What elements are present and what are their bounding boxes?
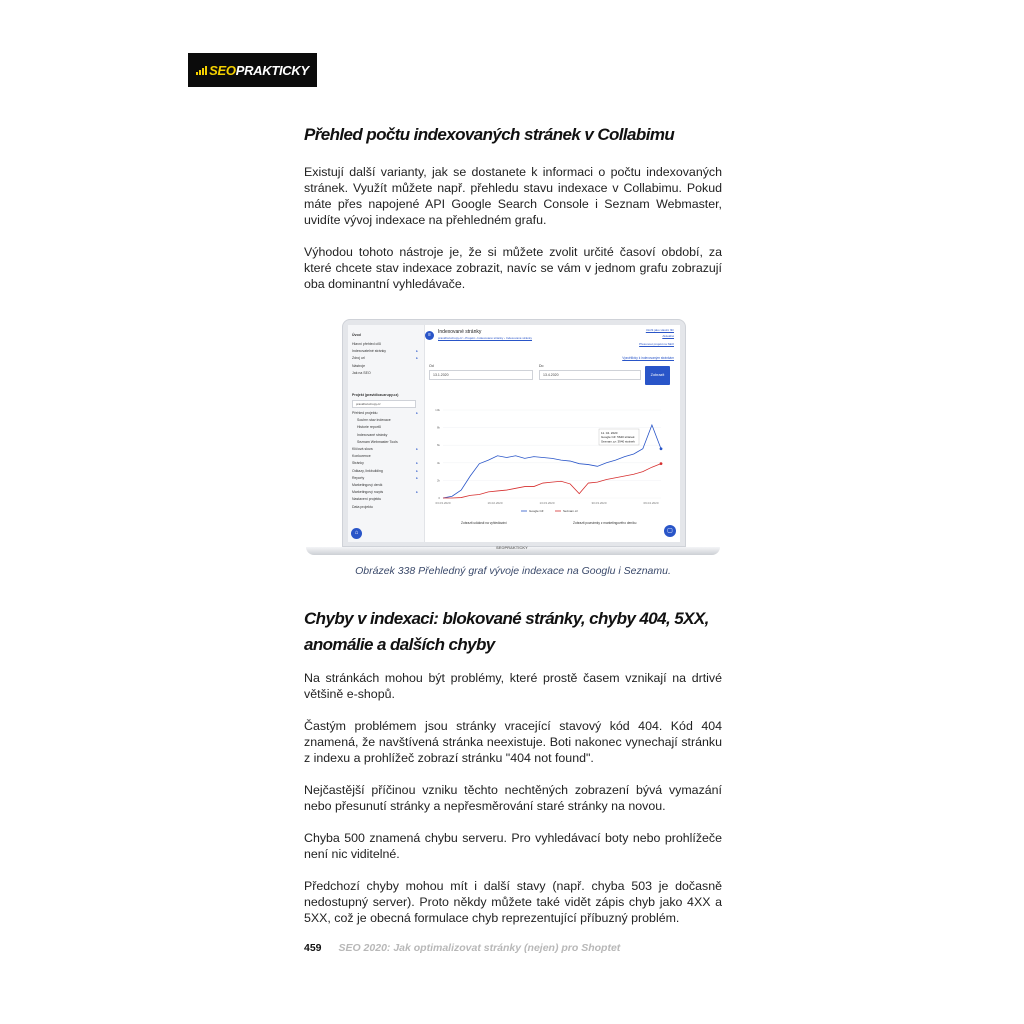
- legend-label: Seznam.cz: [563, 509, 578, 513]
- to-label: Do: [539, 364, 544, 368]
- x-tick-label: 09.04.2020: [643, 501, 659, 505]
- top-link-2[interactable]: Aktuálně: [662, 334, 674, 338]
- indexation-chart: [425, 400, 675, 520]
- section2-paragraph: Častým problémem jsou stránky vracející stavový kód 404. Kód 404 znamená, že navštívená stránka neexistuje. Boti nakonec vynechají stránku z indexu a prohlížeč zobrazí stránku "404 not found".: [304, 719, 722, 765]
- chat-icon[interactable]: ▢: [664, 525, 676, 537]
- section2-paragraph: Chyba 500 znamená chybu serveru. Pro vyhledávací boty nebo prohlížeče není nic viditelné.: [304, 831, 722, 861]
- x-tick-label: 03.03.2020: [435, 501, 451, 505]
- home-icon[interactable]: ⌂: [351, 528, 362, 539]
- sidebar-item[interactable]: Souhrn stav indexace: [357, 418, 391, 423]
- sidebar-item[interactable]: Přehled projektu: [352, 411, 378, 415]
- tooltip-line: 11. 04. 2020: [601, 431, 618, 435]
- sidebar-item[interactable]: Historie reportů: [357, 425, 381, 430]
- sidebar-item[interactable]: Stránky: [352, 461, 364, 466]
- sidebar-item[interactable]: Hlavní přehled cílů: [352, 342, 381, 346]
- chevron-right-icon: ▸: [416, 475, 418, 480]
- chevron-right-icon: ▸: [416, 447, 418, 451]
- page-title: Indexované stránky: [438, 329, 482, 335]
- sidebar-item[interactable]: Konkurence: [352, 454, 371, 459]
- menu-icon[interactable]: ≡: [425, 331, 434, 340]
- sidebar-item[interactable]: Marketingový rozpis: [352, 490, 384, 495]
- sidebar-item[interactable]: Odkazy, linkbuilding: [352, 468, 383, 473]
- section2-paragraph: Nejčastější příčinou vzniku těchto nechtěných zobrazení bývá vymazání nebo přesunutí stránky a nepřesměrování staré stránky na novou.: [304, 783, 722, 813]
- tooltip-line: Seznam.cz: 3940 stránek: [601, 439, 635, 444]
- section1: [304, 122, 722, 292]
- sidebar-item[interactable]: Zdroj url: [352, 356, 365, 361]
- sidebar-projects-label: Projekt (pravidlozuzrupy.cz): [352, 393, 399, 397]
- section1-paragraph-2: Výhodou tohoto nástroje je, že si můžete zvolit určité časoví období, za které chcete stav indexace zobrazit, navíc se vám v jednom grafu zobrazují oba dominantní vyhledávače.: [304, 245, 722, 291]
- sidebar-title: Úvod: [352, 333, 361, 337]
- book-title: SEO 2020: Jak optimalizovat stránky (nejen) pro Shoptet: [338, 942, 621, 954]
- section2-heading: Chyby v indexaci: blokované stránky, chyby 404, 5XX, anomálie a dalších chyby: [304, 609, 709, 654]
- laptop-screen: [342, 319, 686, 547]
- y-tick-label: 2k: [436, 478, 440, 483]
- top-link-1[interactable]: Uložit jako vlastní filtr: [645, 328, 674, 332]
- logo: [188, 53, 317, 87]
- laptop-screenshot: [306, 319, 720, 559]
- section2: [304, 606, 722, 926]
- sidebar-item[interactable]: Seznam Webmaster Tools: [357, 439, 398, 444]
- sidebar-item[interactable]: Jak na SEO: [352, 370, 371, 375]
- section1-heading: Přehled počtu indexovaných stránek v Collabimu: [304, 125, 675, 144]
- chevron-right-icon: ▸: [416, 490, 418, 495]
- section2-paragraph: Předchozí chyby mohou mít i další stavy (např. chyba 503 je dočasně nedostupný server). Proto někdy můžete také vidět zápis chyb jako 4XX a 5XX, což je obecná formulace chyb reprezentující příbuzný problém.: [304, 879, 722, 925]
- logo-bars-icon: [196, 66, 207, 75]
- y-tick-label: 4k: [436, 460, 440, 465]
- from-label: Od: [429, 364, 434, 368]
- y-tick-label: 10k: [435, 408, 440, 412]
- y-tick-label: 8k: [436, 425, 440, 430]
- x-tick-label: 30.03.2020: [591, 501, 607, 505]
- app-main: [425, 325, 680, 542]
- chevron-right-icon: ▸: [416, 411, 418, 415]
- series-end-point: [660, 462, 663, 465]
- sidebar-item[interactable]: Nastavení projektu: [352, 497, 382, 502]
- sidebar-item[interactable]: Nástroje: [352, 363, 366, 368]
- sidebar-item[interactable]: Klíčová slova: [352, 447, 373, 451]
- page-footer: [304, 942, 620, 954]
- figure-caption: Obrázek 338 Přehledný graf vývoje indexace na Googlu i Seznamu.: [355, 565, 671, 577]
- chevron-right-icon: ▸: [416, 349, 418, 354]
- app-window: [348, 325, 680, 542]
- section2-paragraph: Na stránkách mohou být problémy, které prostě časem vznikají na drtivé většině e-shopů.: [304, 671, 722, 701]
- y-tick-label: 6k: [436, 443, 440, 448]
- section1-paragraph-1: Existují další varianty, jak se dostanete k informaci o počtu indexovaných stránek. Využít můžete např. přehledu stavu indexace v Collabimu. Pokud máte přes napojené API Google Search Console i Seznam Webmaster, uvidíte vývoj indexace na přehledném grafu.: [304, 165, 722, 227]
- logo-text: SEOPRAKTICKY: [209, 62, 309, 78]
- chart-help-link[interactable]: Vysvětlivky k indexovaným stránkám: [622, 356, 674, 360]
- chevron-right-icon: ▸: [416, 468, 418, 473]
- footer-left-toggle[interactable]: Zobrazit události na vyhledávání: [461, 521, 507, 525]
- section2-paragraphs: [304, 670, 722, 926]
- chevron-right-icon: ▸: [416, 461, 418, 466]
- series-end-point: [660, 447, 663, 450]
- sidebar-item[interactable]: Marketingový deník: [352, 483, 383, 487]
- laptop-base: [306, 547, 720, 555]
- tooltip-line: Google CZ: 5640 stránek: [601, 435, 635, 440]
- sidebar-item[interactable]: Indexovatelné stránky: [352, 349, 387, 354]
- x-tick-label: 13.03.2020: [539, 501, 555, 505]
- chevron-right-icon: ▸: [416, 356, 418, 361]
- project-select[interactable]: pravidlozuzrupy.cz: [352, 400, 416, 408]
- show-button[interactable]: Zobrazit: [645, 366, 670, 385]
- breadcrumb[interactable]: pravidlozuzrupy.cz › Projekt › Indexované stránky › Indexované stránky: [438, 336, 532, 340]
- top-link-3[interactable]: Přesunout projekt na SEO: [639, 342, 674, 346]
- legend-label: Google CZ: [529, 509, 544, 513]
- sidebar-item[interactable]: Indexované stránky: [357, 432, 388, 437]
- y-tick-label: 0: [438, 496, 440, 500]
- app-sidebar: [348, 325, 425, 542]
- sidebar-item[interactable]: Reporty: [352, 475, 365, 480]
- page-number: 459: [304, 942, 322, 954]
- footer-right-toggle[interactable]: Zobrazit poznámky z marketingového deníku: [573, 521, 637, 525]
- to-date-input[interactable]: 13.4.2020: [539, 370, 641, 380]
- from-date-input[interactable]: 13.1.2020: [429, 370, 533, 380]
- laptop-brand: SEOPRAKTICKY: [496, 545, 528, 550]
- x-tick-label: 16.02.2020: [487, 501, 503, 505]
- sidebar-item[interactable]: Data projektu: [352, 504, 373, 509]
